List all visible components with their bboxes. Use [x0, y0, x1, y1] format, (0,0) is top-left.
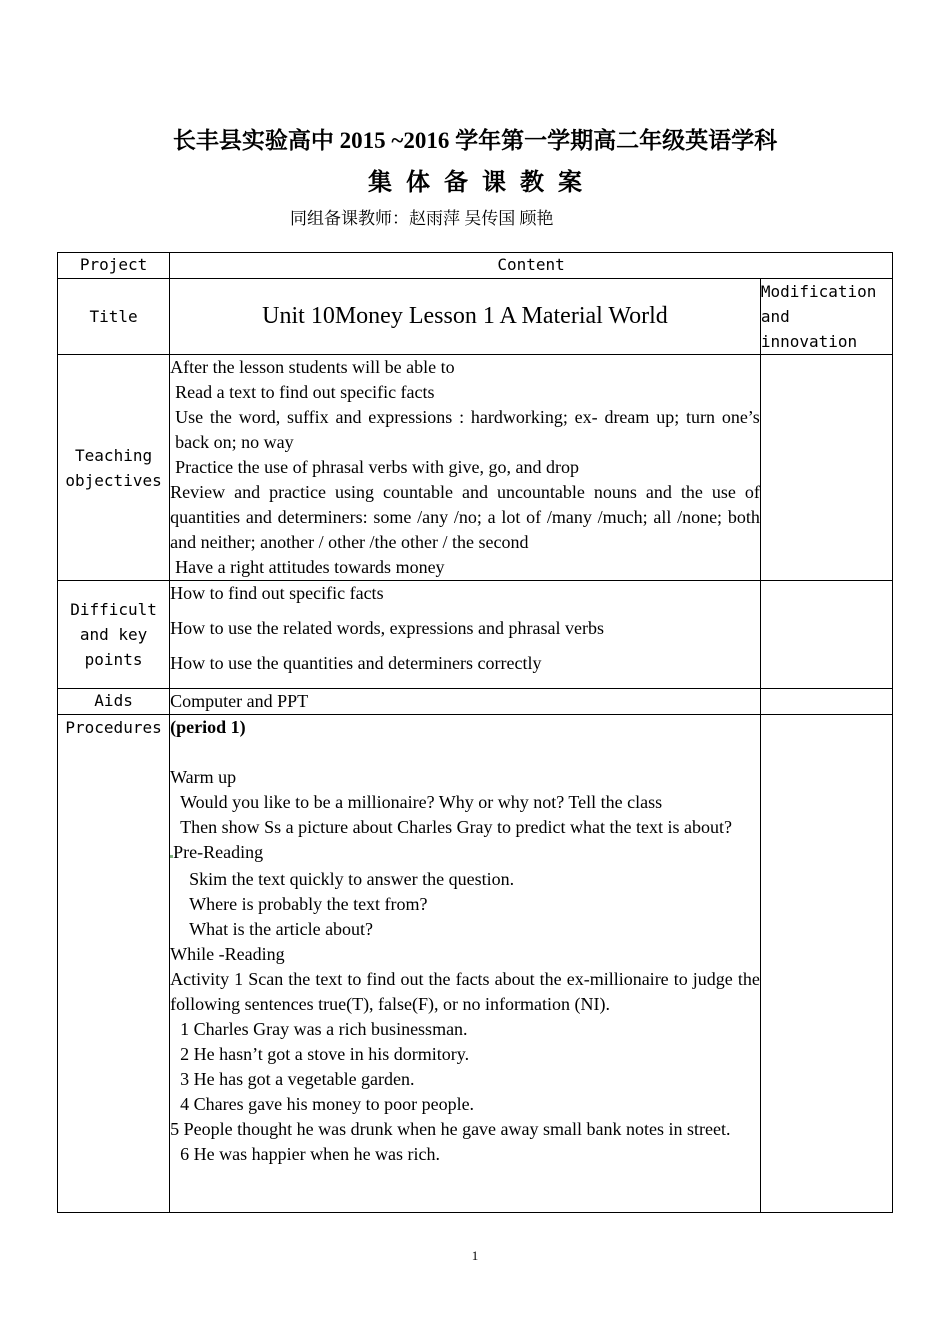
objectives-row	[58, 355, 893, 581]
key-point: How to use the quantities and determiners correctly	[170, 653, 542, 673]
objective-line: Read a text to find out specific facts	[175, 382, 435, 402]
objective-line: Have a right attitudes towards money	[175, 557, 445, 577]
key-points-content	[170, 581, 761, 689]
aids-modification	[760, 689, 892, 715]
title-label: Title	[58, 279, 170, 355]
key-points-modification	[760, 581, 892, 689]
section-heading: Warm up	[170, 767, 237, 787]
procedures-label: Procedures	[58, 715, 170, 1213]
aids-content: Computer and PPT	[170, 689, 761, 715]
objective-line: Review and practice using countable and uncountable nouns and the use of quantities and determiners: some /any /no; a lot of /many /much; all /none; both and neither; another / other /the other / the second	[170, 482, 760, 552]
activity-line: Activity 1 Scan the text to find out the facts about the ex-millionaire to judge the following sentences true(T), false(F), or no information (NI).	[170, 969, 760, 1014]
procedures-modification	[760, 715, 892, 1213]
page-title: 长丰县实验高中 2015 ~2016 学年第一学期高二年级英语学科	[172, 128, 778, 153]
key-point: How to use the related words, expressions and phrasal verbs	[170, 618, 605, 638]
lesson-plan-table	[57, 252, 893, 1213]
statement-item: 5 People thought he was drunk when he gave away small bank notes in street.	[170, 1119, 731, 1139]
aids-row	[58, 689, 893, 715]
objective-line: Use the word, suffix and expressions : hardworking; ex- dream up; turn one’s back on; no way	[175, 407, 760, 452]
key-points-row	[58, 581, 893, 689]
header-content: Content	[170, 253, 893, 279]
teachers-line: 同组备课教师：赵雨萍 吴传国 顾艳	[290, 209, 554, 228]
key-point: How to find out specific facts	[170, 583, 384, 603]
aids-label: Aids	[58, 689, 170, 715]
statement-item: 2 He hasn’t got a stove in his dormitory.	[180, 1044, 470, 1064]
page-number: 1	[471, 1248, 479, 1263]
procedures-content	[170, 715, 761, 1213]
objective-line: Practice the use of phrasal verbs with give, go, and drop	[175, 457, 580, 477]
lesson-title: Unit 10Money Lesson 1 A Material World	[170, 279, 761, 355]
modification-header: Modification and innovation	[760, 279, 892, 355]
statement-item: 1 Charles Gray was a rich businessman.	[180, 1019, 468, 1039]
period-label: (period 1)	[170, 717, 246, 737]
procedure-line: Then show Ss a picture about Charles Gray to predict what the text is about?	[180, 817, 732, 837]
objective-line: After the lesson students will be able to	[170, 357, 455, 377]
title-row	[58, 279, 893, 355]
header-project: Project	[58, 253, 170, 279]
procedures-row	[58, 715, 893, 1213]
objectives-content	[170, 355, 761, 581]
page-subtitle: 集体备课教案	[368, 170, 596, 196]
statement-item: 3 He has got a vegetable garden.	[180, 1069, 415, 1089]
section-heading: While -Reading	[170, 944, 285, 964]
procedure-line: Where is probably the text from?	[189, 894, 428, 914]
section-heading: Pre-Reading	[170, 840, 760, 865]
objectives-modification	[760, 355, 892, 581]
statement-item: 6 He was happier when he was rich.	[180, 1144, 441, 1164]
procedure-line: What is the article about?	[189, 919, 374, 939]
statement-item: 4 Chares gave his money to poor people.	[180, 1094, 475, 1114]
procedure-line: Skim the text quickly to answer the question.	[189, 869, 515, 889]
table-header-row	[58, 253, 893, 279]
key-points-label: Difficult and key points	[58, 581, 170, 689]
procedure-line: Would you like to be a millionaire? Why or why not? Tell the class	[180, 792, 663, 812]
objectives-label: Teaching objectives	[58, 355, 170, 581]
